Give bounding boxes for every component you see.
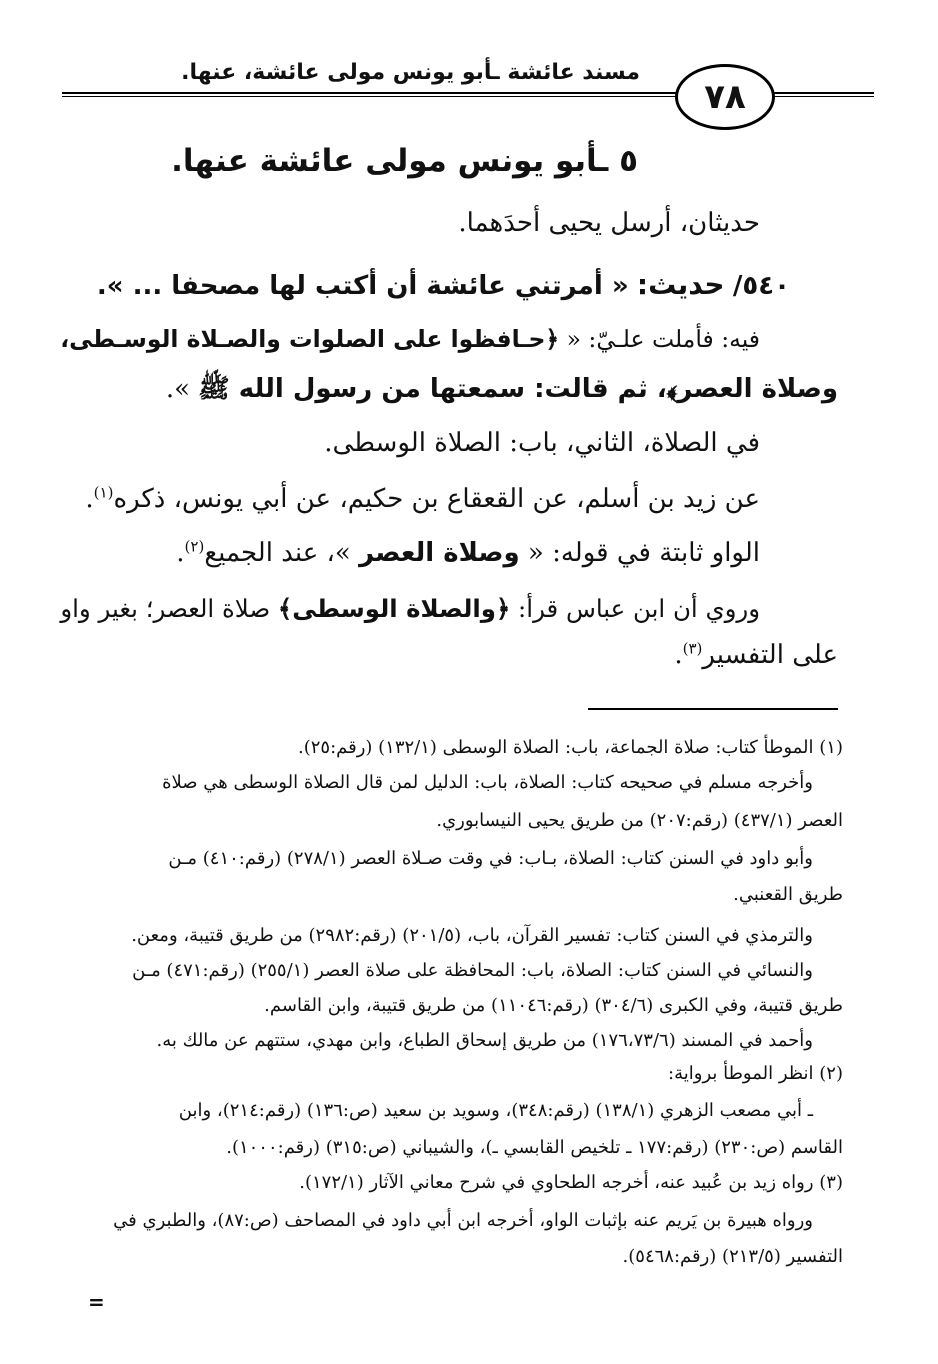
hadith-label: حديث: xyxy=(636,268,725,301)
ibn-abbas-line-2: على التفسير$^{(٣)}$. xyxy=(674,639,838,670)
fihi-line-1 xyxy=(60,325,760,353)
footnote-ref-2: (٢) xyxy=(184,537,205,556)
footnote-ref-1: (١) xyxy=(93,483,114,502)
footnote-line: التفسير (٢١٣/٥) (رقم:٥٤٦٨). xyxy=(622,1246,843,1267)
hadith-number: ٥٤٠/ xyxy=(732,271,790,301)
footnote-line: طريق القعنبي. xyxy=(733,884,843,905)
waw-lead: الواو ثابتة في قوله: « xyxy=(527,538,760,568)
footnote-line: طريق قتيبة، وفي الكبرى (٣٠٤/٦) (رقم:١١٠٤٦) من طريق قتيبة، وابن القاسم. xyxy=(264,995,843,1016)
chapter-title: ٥ ـأبو يونس مولى عائشة عنها. xyxy=(171,143,638,179)
footnote-line: وأبو داود في السنن كتاب: الصلاة، بـاب: في وقت صـلاة العصر (٢٧٨/١) (رقم:٤١٠) مـن xyxy=(168,848,813,869)
intro-text: حديثان، أرسل يحيى أحدَهما. xyxy=(458,208,760,238)
fihi-quran-1: ﴿حـافظوا على الصلوات والصـلاة الوسـطى، xyxy=(60,325,560,353)
footnote-line: والنسائي في السنن كتاب: الصلاة، باب: المحافظة على صلاة العصر (٢٥٥/١) (رقم:٤٧١) مـن xyxy=(132,960,813,981)
ibn-abbas-quran: ﴿والصلاة الوسطى﴾ xyxy=(277,594,511,623)
hadith-text: « أمرتني عائشة أن أكتب لها مصحفا ... ». xyxy=(96,271,629,301)
fihi-lead: فيه: فأملت علـيّ: « xyxy=(566,325,760,353)
chapter-ref: في الصلاة، الثاني، باب: الصلاة الوسطى. xyxy=(324,428,760,458)
footnote-line: (١) الموطأ كتاب: صلاة الجماعة، باب: الصلاة الوسطى (١٣٢/١) (رقم:٢٥). xyxy=(297,737,843,758)
fihi-tail: ». xyxy=(165,374,191,404)
footnote-line: ـ أبي مصعب الزهري (١٣٨/١) (رقم:٣٤٨)، وسويد بن سعيد (ص:١٣٦) (رقم:٢١٤)، وابن xyxy=(178,1100,813,1121)
footnote-line: القاسم (ص:٢٣٠) (رقم:١٧٧ ـ تلخيص القابسي ـ)، والشيباني (ص:٣١٥) (رقم:١٠٠٠). xyxy=(226,1137,843,1158)
ibn-abbas-text-2: على التفسير xyxy=(702,640,838,670)
footnote-line: وأخرجه مسلم في صحيحه كتاب: الصلاة، باب: الدليل لمن قال الصلاة الوسطى هي صلاة xyxy=(162,772,813,793)
ibn-abbas-tail: صلاة العصر؛ بغير واو xyxy=(60,594,271,623)
waw-bold: وصلاة العصر xyxy=(359,538,520,568)
running-title: مسند عائشة ـأبو يونس مولى عائشة، عنها. xyxy=(68,60,648,85)
footnote-line: وأحمد في المسند (١٧٦،٧٣/٦) من طريق إسحاق الطباع، وابن مهدي، ستتهم عن مالك به. xyxy=(156,1030,813,1051)
hadith-line xyxy=(97,268,790,301)
page-number: ٧٨ xyxy=(675,64,775,130)
ibn-abbas-line-1 xyxy=(60,594,760,623)
footnote-line: (٢) انظر الموطأ برواية: xyxy=(668,1063,843,1084)
footnote-ref-3: (٣) xyxy=(682,639,703,658)
isnad-line: عن زيد بن أسلم، عن القعقاع بن حكيم، عن أبي يونس، ذكره$^{(١)}$. xyxy=(85,483,760,514)
ibn-abbas-lead: وروي أن ابن عباس قرأ: xyxy=(518,594,760,623)
footnote-line: ورواه هبيرة بن يَريم عنه بإثبات الواو، أخرجه ابن أبي داود في المصاحف (ص:٨٧)، والطبري في xyxy=(113,1210,813,1231)
intro-line xyxy=(458,208,760,238)
bottom-mark: = xyxy=(88,1290,105,1314)
footnote-line: والترمذي في السنن كتاب: تفسير القرآن، باب، (٢٠١/٥) (رقم:٢٩٨٢) من طريق قتيبة، ومعن. xyxy=(131,925,813,946)
waw-tail: »، عند الجميع xyxy=(204,538,351,568)
footnote-line: (٣) رواه زيد بن عُبيد عنه، أخرجه الطحاوي في شرح معاني الآثار (١٧٢/١). xyxy=(299,1172,843,1193)
footnote-line: العصر (٤٣٧/١) (رقم:٢٠٧) من طريق يحيى النيسابوري. xyxy=(436,810,843,831)
fihi-quran-2: وصلاة العصر﴾، ثم قالت: سمعتها من رسول الله ﷺ xyxy=(198,374,838,404)
waw-line: الواو ثابتة في قوله: « وصلاة العصر »، عند الجميع$^{(٢)}$. xyxy=(176,537,760,568)
isnad-text: عن زيد بن أسلم، عن القعقاع بن حكيم، عن أبي يونس، ذكره xyxy=(113,484,760,514)
fihi-line-2 xyxy=(166,372,838,410)
chapter-ref-line xyxy=(324,428,760,458)
footnote-separator xyxy=(588,708,838,710)
